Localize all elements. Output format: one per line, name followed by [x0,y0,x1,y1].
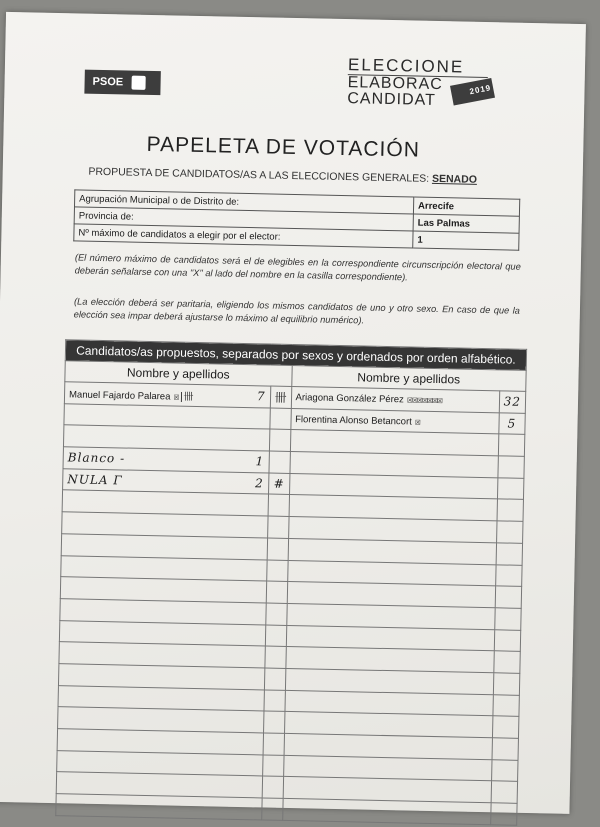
left-mark-cell [262,755,283,777]
left-mark-cell [266,581,287,603]
note-parity: (La elección deberá ser paritaria, eligiendo los mismos candidatos de uno y otro sexo. En caso de que la elección sea impar deberá ajustarse lo máximo al equilibrio numérico). [73,296,521,326]
right-mark-cell [492,738,519,760]
banner-line-2: ELABORAC [347,74,443,94]
left-mark-cell [269,408,290,430]
left-candidate-name: Blanco - [67,450,126,466]
right-mark-cell: 32 [499,391,526,413]
candidates-table [55,339,527,825]
info-label: Nº máximo de candidatos a elegir por el elector: [74,224,413,248]
left-mark-cell: # [268,473,289,495]
right-mark-cell [498,434,525,456]
rose-icon [131,76,145,90]
right-mark-cell: 5 [499,413,526,435]
left-mark-cell [267,538,288,560]
page-subtitle [3,164,563,188]
info-value: Las Palmas [413,214,519,233]
table-heading: Candidatos/as propuestos, separados por sexos y ordenados por orden alfabético. [65,340,526,371]
left-mark-cell [265,603,286,625]
left-mark-cell [267,516,288,538]
left-tally-marks: ☒|卌 [173,391,193,403]
left-mark-cell [266,560,287,582]
info-value: Arrecife [413,197,519,216]
ballot-sheet [0,12,586,814]
election-banner [347,55,492,110]
left-vote-count: 2 [254,476,264,491]
left-mark-cell [264,668,285,690]
right-candidate-name: Ariagona González Pérez [295,391,404,406]
left-mark-cell [268,451,289,473]
right-mark-cell [494,651,521,673]
right-mark-cell [496,521,523,543]
right-mark-cell [497,478,524,500]
right-tally-marks: ☒☒☒☒☒☒☒ [406,394,443,406]
subtitle-emphasis: SENADO [431,172,478,186]
left-mark-cell [262,776,283,798]
right-mark-cell [498,456,525,478]
right-mark-cell [495,586,522,608]
left-mark-cell [268,494,289,516]
info-table [73,189,520,250]
banner-line-3: CANDIDAT [347,90,437,109]
column-header-left: Nombre y apellidos [65,361,292,387]
left-mark-cell [263,711,284,733]
right-mark-cell [491,759,518,781]
right-mark-cell [495,564,522,586]
left-candidate-name: NULA Γ [67,472,123,488]
left-candidate-name: Manuel Fajardo Palarea [68,389,171,403]
left-mark-cell [263,733,284,755]
candidates-body [56,382,526,825]
right-mark-cell [496,543,523,565]
left-mark-cell [265,625,286,647]
info-label: Agrupación Municipal o de Distrito de: [74,190,413,214]
note-max-candidates: (El número máximo de candidatos será el de elegibles en la correspondiente circunscripción electoral que deberán señalarse con una "X" al lado del nombre en la casilla correspondiente). [74,252,521,283]
right-mark-cell [494,629,521,651]
left-vote-count: 7 [256,389,266,404]
info-label: Provincia de: [74,207,413,231]
right-mark-cell [494,608,521,630]
right-candidate-name: Florentina Alonso Betancort [295,413,412,428]
left-mark-cell [264,646,285,668]
right-mark-cell [492,716,519,738]
banner-line-1: ELECCIONE [348,57,488,78]
psoe-logo [84,70,160,96]
left-vote-count: 1 [255,454,265,469]
right-candidate-cell [282,798,491,824]
left-mark-cell [261,798,282,820]
right-mark-cell [493,694,520,716]
logo-text: PSOE [92,75,124,89]
right-mark-cell [497,499,524,521]
left-candidate-cell [56,794,262,820]
right-tally-marks: ☒ [414,416,420,428]
page-title: PAPELETA DE VOTACIÓN [146,132,421,162]
left-mark-cell [269,429,290,451]
banner-year: 2019 [468,83,492,97]
subtitle-prefix: PROPUESTA DE CANDIDATOS/AS A LAS ELECCIONES GENERALES: [88,165,430,185]
right-mark-cell [491,781,518,803]
column-header-right: Nombre y apellidos [291,365,526,391]
right-mark-cell [490,803,517,825]
right-mark-cell [493,673,520,695]
left-mark-cell [263,690,284,712]
left-mark-cell: 卌 [270,386,291,408]
info-value: 1 [413,231,519,250]
